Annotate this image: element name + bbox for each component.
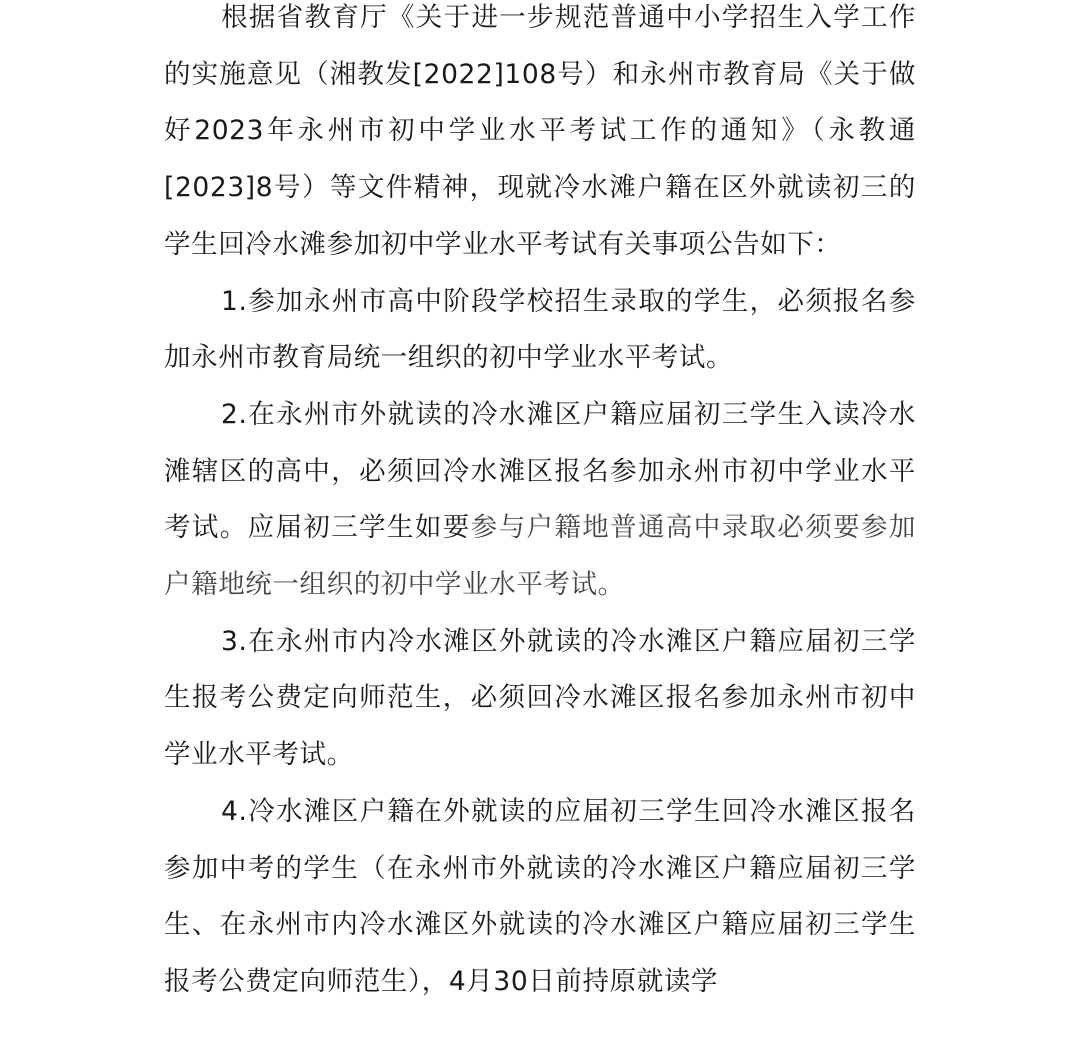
paragraph-item-4: 4.冷水滩区户籍在外就读的应届初三学生回冷水滩区报名参加中考的学生（在永州市外就读的冷水滩区户籍应届初三学生、在永州市内冷水滩区外就读的冷水滩区户籍应届初三学生报考公费定向师范生），4月30日前持原就读学	[164, 795, 916, 997]
paragraph-item-2	[164, 387, 916, 614]
article-body	[164, 0, 916, 1011]
paragraph-item-2-main: 2.在永州市外就读的冷水滩区户籍应届初三学生入读冷水滩辖区的高中，必须回冷水滩区报名参加永州市初中学业水平考试。应届初三学生如要	[164, 398, 916, 544]
paragraph-item-1: 1.参加永州市高中阶段学校招生录取的学生，必须报名参加永州市教育局统一组织的初中学业水平考试。	[164, 285, 916, 374]
paragraph-item-2-tail: 参与户籍地普通高中录取必须要参加户籍地统一组织的初中学业水平考试。	[164, 512, 916, 601]
paragraph-item-3: 3.在永州市内冷水滩区外就读的冷水滩区户籍应届初三学生报考公费定向师范生，必须回冷水滩区报名参加永州市初中学业水平考试。	[164, 625, 916, 771]
paragraph-intro: 根据省教育厅《关于进一步规范普通中小学招生入学工作的实施意见（湘教发[2022]108号）和永州市教育局《关于做好2023年永州市初中学业水平考试工作的通知》（永教通[2023]8号）等文件精神，现就冷水滩户籍在区外就读初三的学生回冷水滩参加初中学业水平考试有关事项公告如下：	[164, 2, 916, 260]
